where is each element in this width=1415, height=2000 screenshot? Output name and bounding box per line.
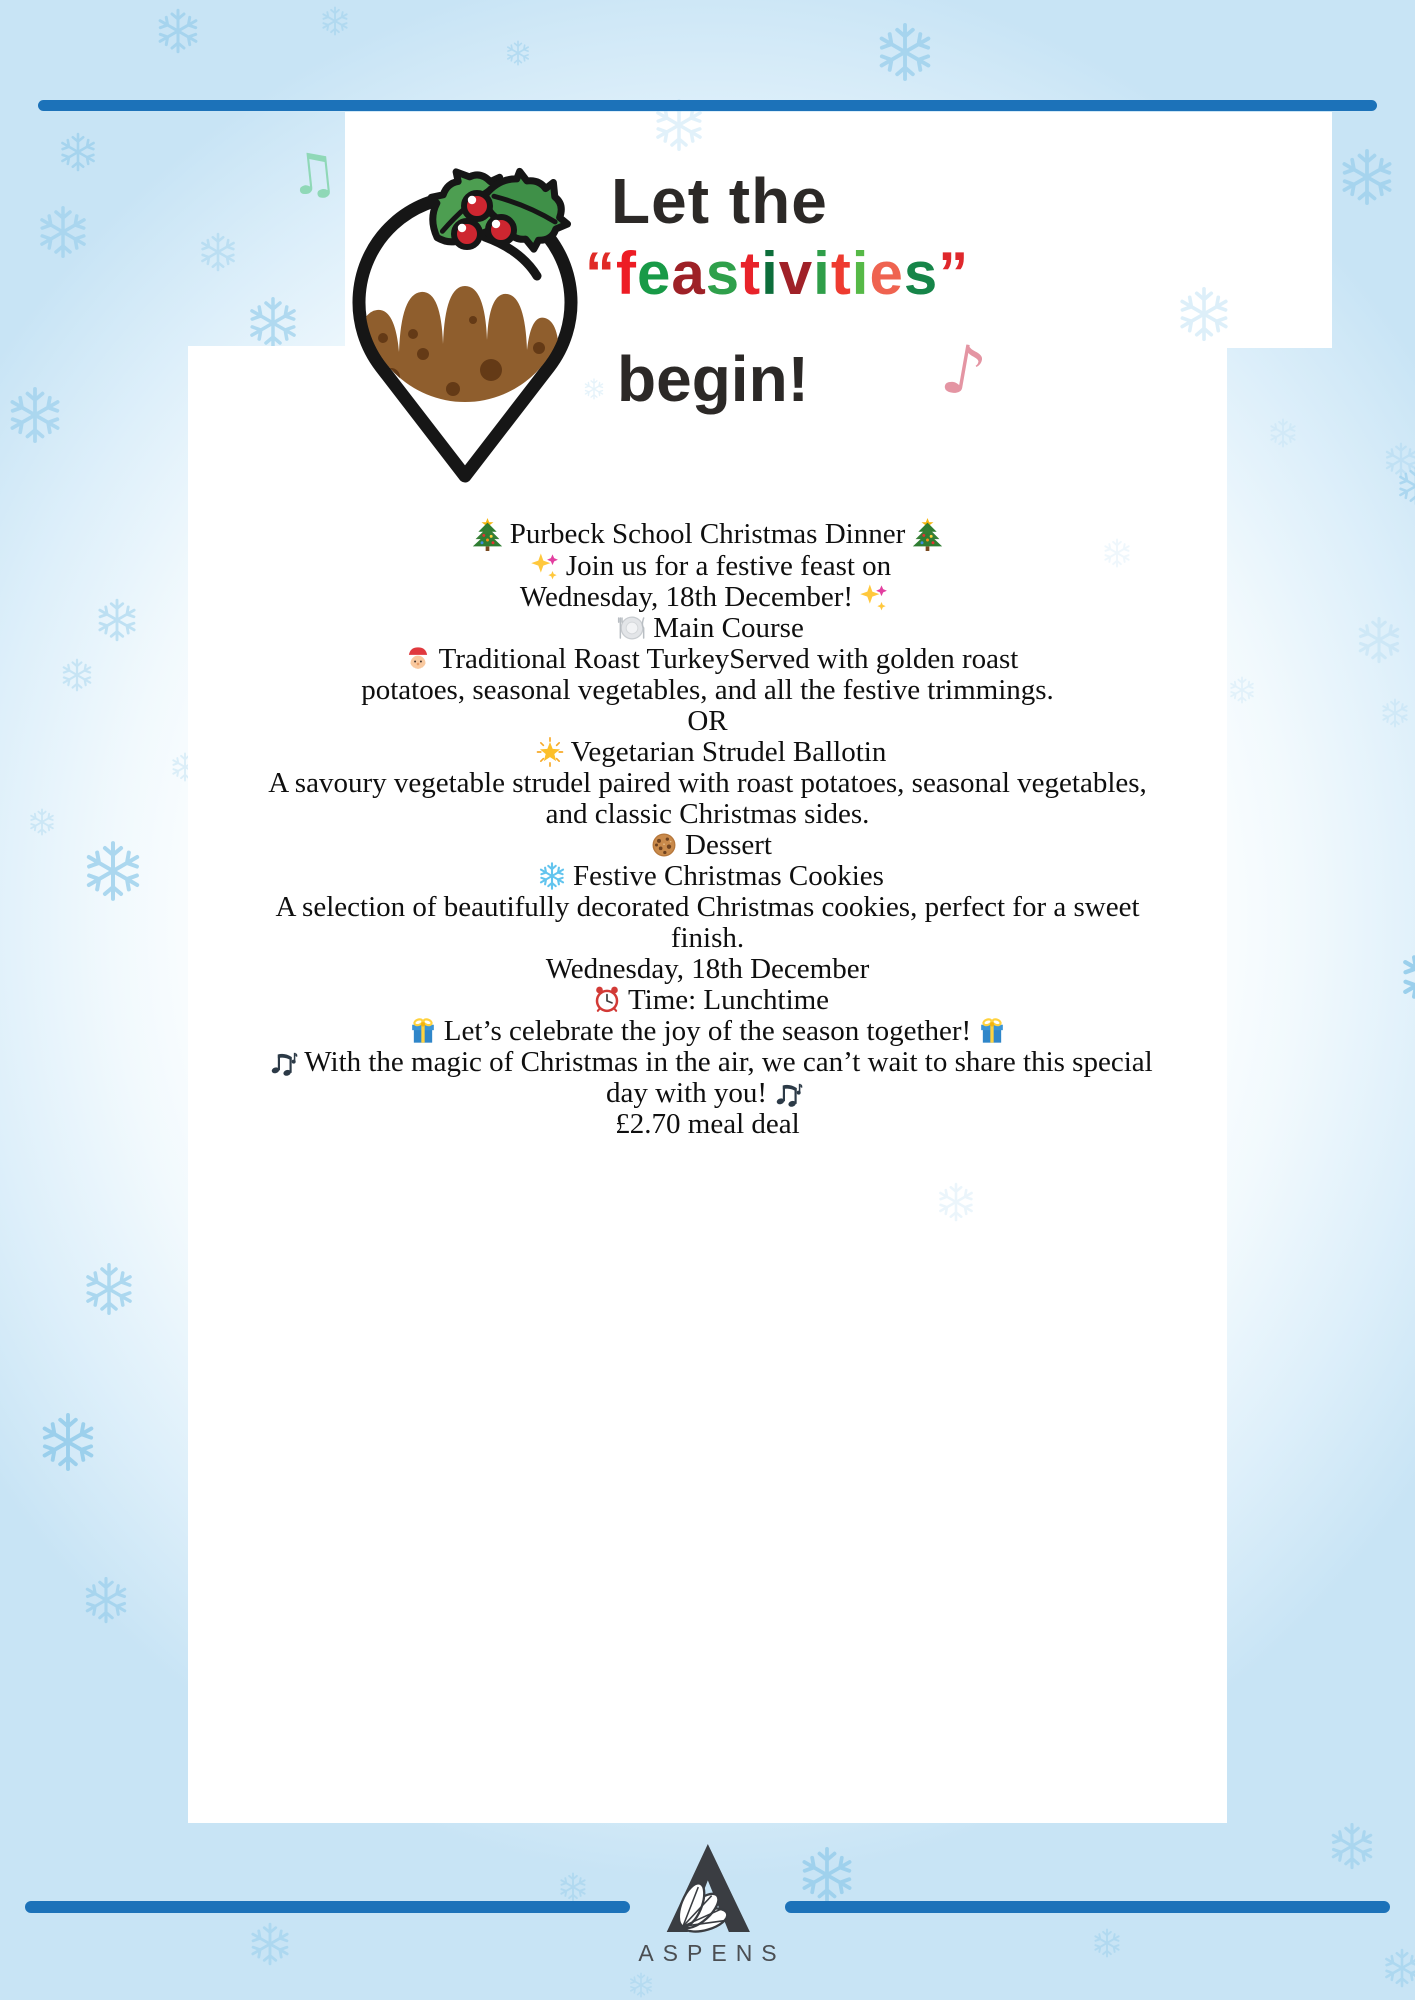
menu-section-vegetarian bbox=[210, 737, 1205, 830]
snowflake-icon bbox=[320, 6, 350, 36]
feastivities-letter: e bbox=[636, 240, 672, 307]
snowflake-icon bbox=[95, 598, 139, 642]
bottom-divider-rule-left bbox=[25, 1901, 630, 1913]
menu-text: Join us for a festive feast on bbox=[565, 550, 892, 582]
feastivities-letter: f bbox=[616, 240, 637, 307]
snowflake-icon bbox=[1338, 148, 1396, 206]
music-note-icon-pink: ♪ bbox=[935, 328, 992, 415]
feastivities-letter: “ bbox=[585, 240, 616, 307]
feastivities-letter: i bbox=[851, 240, 870, 307]
snowflake-icon bbox=[1380, 698, 1410, 728]
feastivities-letter: i bbox=[813, 240, 831, 307]
menu-line bbox=[210, 551, 1205, 582]
menu-line bbox=[210, 518, 1205, 551]
snowflake-icon bbox=[1268, 418, 1298, 448]
snowflake-icon bbox=[248, 1922, 292, 1966]
menu-line bbox=[210, 1016, 1205, 1047]
menu-line bbox=[210, 1078, 1205, 1109]
snowflake-icon bbox=[198, 232, 238, 272]
top-divider-rule bbox=[38, 100, 1377, 111]
menu-text: potatoes, seasonal vegetables, and all the festive trimmings. bbox=[361, 674, 1054, 706]
menu-section-when bbox=[210, 954, 1205, 1047]
snowflake-icon bbox=[1398, 944, 1415, 1010]
gift-icon bbox=[408, 1016, 438, 1046]
feastivities-letter: ” bbox=[938, 240, 970, 307]
snowflake-icon bbox=[537, 861, 567, 891]
menu-text: Main Course bbox=[653, 612, 804, 644]
menu-text: finish. bbox=[670, 922, 745, 954]
title-line-1: Let the bbox=[611, 165, 828, 237]
menu-section-roast bbox=[210, 644, 1205, 706]
menu-line bbox=[210, 1109, 1205, 1140]
menu-section-dessert bbox=[210, 830, 1205, 954]
title-line-3: begin! bbox=[617, 343, 809, 415]
christmas-tree-icon bbox=[911, 518, 944, 551]
feastivities-letter: i bbox=[761, 240, 779, 307]
snowflake-icon bbox=[6, 386, 64, 444]
menu-section-magic bbox=[210, 1047, 1205, 1109]
menu-section-join bbox=[210, 551, 1205, 613]
snowflake-icon bbox=[798, 1846, 856, 1904]
snowflake-icon bbox=[558, 1872, 588, 1902]
menu-line bbox=[210, 706, 1205, 737]
snowflake-icon bbox=[82, 1576, 130, 1624]
feastivities-letter: t bbox=[740, 240, 762, 307]
menu-line bbox=[210, 1047, 1205, 1078]
feastivities-letter: s bbox=[903, 240, 939, 307]
snowflake-icon bbox=[28, 808, 56, 836]
menu-line bbox=[210, 582, 1205, 613]
cookie-icon bbox=[649, 830, 679, 860]
menu-section-or bbox=[210, 706, 1205, 737]
snowflake-icon bbox=[60, 658, 94, 692]
header-title bbox=[585, 165, 1065, 415]
snowflake-icon bbox=[246, 296, 300, 350]
menu-line bbox=[210, 799, 1205, 830]
alarm-clock-icon bbox=[592, 985, 622, 1015]
fork-knife-plate-icon bbox=[617, 613, 647, 643]
snowflake-icon bbox=[36, 205, 90, 259]
menu-section-price bbox=[210, 1109, 1205, 1140]
snowflake-icon bbox=[1092, 1928, 1122, 1958]
menu-text: Let’s celebrate the joy of the season together! bbox=[443, 1015, 972, 1047]
menu-line bbox=[210, 768, 1205, 799]
menu-section-main-course bbox=[210, 613, 1205, 644]
feastivities-letter: a bbox=[671, 240, 706, 307]
menu-text: A selection of beautifully decorated Christmas cookies, perfect for a sweet bbox=[275, 891, 1140, 923]
snowflake-icon bbox=[1383, 442, 1415, 478]
menu-line bbox=[210, 613, 1205, 644]
santa-icon bbox=[403, 644, 433, 674]
snowflake-icon bbox=[1355, 616, 1403, 664]
menu-line bbox=[210, 675, 1205, 706]
menu-text: day with you! bbox=[605, 1077, 768, 1109]
menu-content bbox=[210, 518, 1205, 1140]
menu-text: £2.70 meal deal bbox=[615, 1108, 800, 1140]
menu-text: Festive Christmas Cookies bbox=[573, 860, 884, 892]
menu-line bbox=[210, 861, 1205, 892]
sparkles-icon bbox=[859, 582, 889, 612]
menu-text: Purbeck School Christmas Dinner bbox=[509, 518, 906, 550]
aspens-a-icon bbox=[663, 1842, 751, 1936]
music-notes-icon bbox=[773, 1078, 803, 1108]
glowing-star-icon bbox=[535, 737, 565, 767]
feastivities-letter: s bbox=[705, 240, 741, 307]
feastivities-letter: t bbox=[830, 240, 852, 307]
snowflake-icon bbox=[82, 840, 144, 902]
snowflake-icon bbox=[58, 132, 98, 172]
menu-line bbox=[210, 644, 1205, 675]
snowflake-icon bbox=[1228, 676, 1256, 704]
snowflake-icon bbox=[155, 8, 201, 54]
menu-line bbox=[210, 985, 1205, 1016]
title-line-feastivities bbox=[585, 242, 1065, 306]
aspens-logo bbox=[629, 1842, 785, 1967]
menu-text: OR bbox=[687, 705, 728, 737]
menu-line bbox=[210, 923, 1205, 954]
aspens-wordmark: ASPENS bbox=[638, 1940, 786, 1966]
music-note-icon-teal: ♫ bbox=[284, 139, 342, 210]
feastivities-letter: v bbox=[778, 240, 814, 307]
snowflake-icon bbox=[1328, 1822, 1376, 1870]
snowflake-icon bbox=[38, 1412, 98, 1472]
music-notes-icon bbox=[268, 1047, 298, 1077]
snowflake-icon bbox=[628, 1972, 654, 1998]
menu-line bbox=[210, 737, 1205, 768]
menu-text: Wednesday, 18th December! bbox=[519, 581, 854, 613]
menu-text: Traditional Roast TurkeyServed with golden roast bbox=[438, 643, 1019, 675]
menu-text: With the magic of Christmas in the air, we can’t wait to share this special bbox=[304, 1046, 1153, 1078]
menu-text: Wednesday, 18th December bbox=[545, 953, 870, 985]
menu-line bbox=[210, 954, 1205, 985]
gift-icon bbox=[977, 1016, 1007, 1046]
sparkles-icon bbox=[530, 551, 560, 581]
feastivities-letter: e bbox=[869, 240, 904, 307]
menu-text: A savoury vegetable strudel paired with roast potatoes, seasonal vegetables, bbox=[268, 767, 1147, 799]
snowflake-icon bbox=[505, 40, 531, 66]
christmas-tree-icon bbox=[471, 518, 504, 551]
snowflake-icon bbox=[1382, 1948, 1415, 1988]
christmas-pudding-illustration bbox=[325, 142, 605, 502]
menu-text: Vegetarian Strudel Ballotin bbox=[570, 736, 887, 768]
menu-section-heading bbox=[210, 518, 1205, 551]
menu-line bbox=[210, 830, 1205, 861]
snowflake-icon bbox=[875, 22, 935, 82]
menu-text: Dessert bbox=[685, 829, 772, 861]
menu-text: and classic Christmas sides. bbox=[545, 798, 870, 830]
snowflake-icon bbox=[82, 1262, 136, 1316]
bottom-divider-rule-right bbox=[785, 1901, 1390, 1913]
snowflake-icon bbox=[1396, 466, 1415, 506]
menu-line bbox=[210, 892, 1205, 923]
menu-text: Time: Lunchtime bbox=[627, 984, 830, 1016]
